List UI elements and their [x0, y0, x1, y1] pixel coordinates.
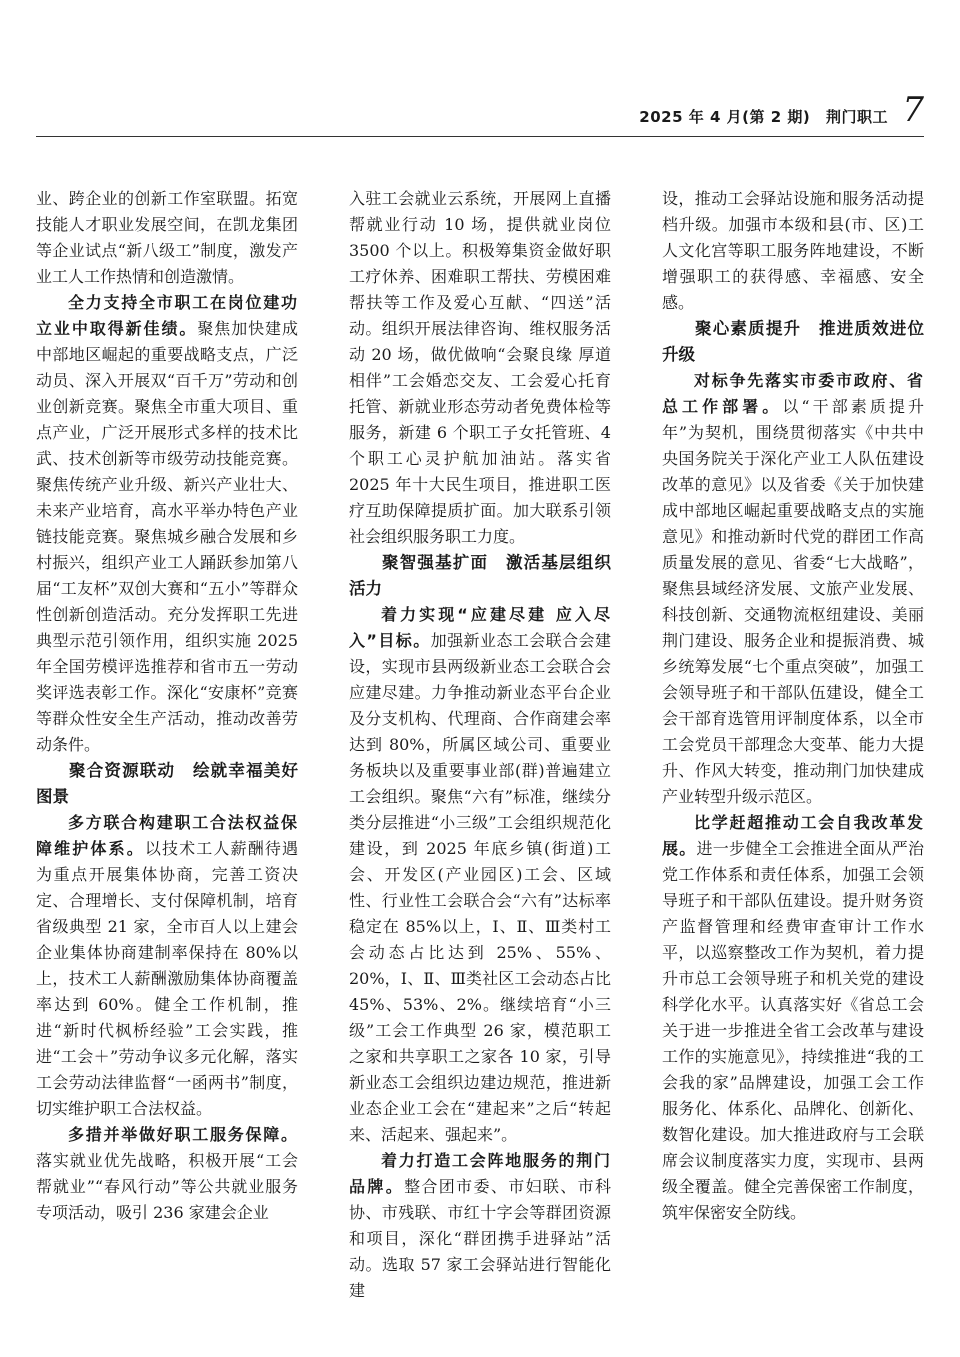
paragraph [36, 810, 298, 1122]
column-1 [36, 186, 298, 1304]
paragraph-body: 以“干部素质提升年”为契机，围绕贯彻落实《中共中央国务院关于深化产业工人队伍建设改革的意见》以及省委《关于加快建成中部地区崛起重要战略支点的实施意见》和推动新时代党的群团工作高质量发展的意见、省委“七大战略”，聚焦县域经济发展、文旅产业发展、科技创新、交通物流枢纽建设、美丽荆门建设、服务企业和提振消费、城乡统筹发展“七个重点突破”，加强工会领导班子和干部队伍建设，健全工会干部育选管用评制度体系，以全市工会党员干部理念大变革、能力大提升、作风大转变，推动荆门加快建成产业转型升级示范区。 [662, 397, 924, 806]
column-2 [349, 186, 611, 1304]
paragraph-lead: 多方联合构建职工合法权益保障维护体系。 [36, 813, 298, 858]
magazine-title: 荆门职工 [825, 108, 888, 126]
paragraph: 业、跨企业的创新工作室联盟。拓宽技能人才职业发展空间，在凯龙集团等企业试点“新八级工”制度，激发产业工人工作热情和创造激情。 [36, 189, 298, 286]
paragraph-body: 整合团市委、市妇联、市科协、市残联、市红十字会等群团资源和项目，深化“群团携手进驿站”活动。选取 57 家工会驿站进行智能化建 [349, 1177, 611, 1300]
paragraph-lead: 着力实现“应建尽建 应入尽入”目标。 [349, 605, 611, 650]
paragraph: 设，推动工会驿站设施和服务活动提档升级。加强市本级和县(市、区)工人文化宫等职工服务阵地建设，不断增强职工的获得感、幸福感、安全感。 [662, 189, 924, 312]
paragraph-lead: 多措并举做好职工服务保障。 [68, 1125, 298, 1144]
header-info [629, 106, 888, 127]
paragraph-body: 以技术工人薪酬待遇为重点开展集体协商，完善工资决定、合理增长、支付保障机制，培育省级典型 21 家，全市百人以上建会企业集体协商建制率保持在 80%以上，技术工人薪酬激励集体协商覆盖率达到 60%。健全工作机制，推进“新时代枫桥经验”工会实践，推进“工会＋”劳动争议多元化解，落实工会劳动法律监督“一函两书”制度，切实维护职工合法权益。 [36, 839, 298, 1118]
article-columns [36, 186, 924, 1304]
paragraph-body: 聚焦加快建成中部地区崛起的重要战略支点，广泛动员、深入开展双“百千万”劳动和创业创新竞赛。聚焦全市重大项目、重点产业，广泛开展形式多样的技术比武、技术创新等市级劳动技能竞赛。聚焦传统产业升级、新兴产业壮大、未来产业培育，高水平举办特色产业链技能竞赛。聚焦城乡融合发展和乡村振兴，组织产业工人踊跃参加第八届“工友杯”双创大赛和“五小”等群众性创新创造活动。充分发挥职工先进典型示范引领作用，组织实施 2025 年全国劳模评选推荐和省市五一劳动奖评选表彰工作。深化“安康杯”竞赛等群众性安全生产活动，推动改善劳动条件。 [36, 319, 298, 754]
paragraph-body: 加强新业态工会联合会建设，实现市县两级新业态工会联合会应建尽建。力争推动新业态平台企业及分支机构、代理商、合作商建会率达到 80%，所属区域公司、重要业务板块以及重要事业部(群)普遍建立工会组织。聚焦“六有”标准，继续分类分层推进“小三级”工会组织规范化建设，到 2025 年底乡镇(街道)工会、开发区(产业园区)工会、区域性、行业性工会联合会“六有”达标率稳定在 85%以上，Ⅰ、Ⅱ、Ⅲ类村工会动态占比达到 25%、55%、20%，Ⅰ、Ⅱ、Ⅲ类社区工会动态占比 45%、53%、2%。继续培育“小三级”工会工作典型 26 家，模范职工之家和共享职工之家各 10 家，引导新业态工会组织边建边规范，推进新业态企业工会在“建起来”之后“转起来、活起来、强起来”。 [349, 631, 611, 1144]
paragraph-lead: 比学赶超推动工会自我改革发展。 [662, 813, 924, 858]
issue-date: 2025 年 4 月(第 2 期) [639, 108, 811, 126]
paragraph [36, 290, 298, 758]
paragraph-body: 落实就业优先战略，积极开展“工会帮就业”“春风行动”等公共就业服务专项活动，吸引 236 家建会企业 [36, 1151, 298, 1222]
section-heading: 聚智强基扩面 激活基层组织活力 [349, 553, 611, 598]
section-heading: 聚心素质提升 推进质效进位升级 [662, 319, 924, 364]
paragraph [349, 1148, 611, 1304]
section-heading: 聚合资源联动 绘就幸福美好图景 [36, 761, 298, 806]
paragraph: 入驻工会就业云系统，开展网上直播帮就业行动 10 场，提供就业岗位 3500 个以上。积极筹集资金做好职工疗休养、困难职工帮扶、劳模困难帮扶等工作及爱心互献、“四送”活动。组织开展法律咨询、维权服务活动 20 场，做优做响“会聚良缘 厚道相伴”工会婚恋交友、工会爱心托育托管、新就业形态劳动者免费体检等服务，新建 6 个职工子女托管班、4 个职工心灵护航加油站。落实省 2025 年十大民生项目，推进职工医疗互助保障提质扩面。加大联系引领社会组织服务职工力度。 [349, 189, 611, 546]
paragraph-body: 进一步健全工会推进全面从严治党工作体系和责任体系，加强工会领导班子和干部队伍建设。提升财务资产监督管理和经费审查审计工作水平，以巡察整改工作为契机，着力提升市总工会领导班子和机关党的建设科学化水平。认真落实好《省总工会关于进一步推进全省工会改革与建设工作的实施意见》，持续推进“我的工会我的家”品牌建设，加强工会工作服务化、体系化、品牌化、创新化、数智化建设。加大推进政府与工会联席会议制度落实力度，实现市、县两级全覆盖。健全完善保密工作制度，筑牢保密安全防线。 [662, 839, 924, 1222]
paragraph-lead: 着力打造工会阵地服务的荆门品牌。 [349, 1151, 611, 1196]
paragraph-lead: 全力支持全市职工在岗位建功立业中取得新佳绩。 [36, 293, 298, 338]
paragraph [662, 810, 924, 1226]
paragraph-lead: 对标争先落实市委市政府、省总工作部署。 [662, 371, 924, 416]
paragraph [662, 368, 924, 810]
paragraph [349, 602, 611, 1148]
page-number: 7 [902, 90, 924, 130]
page-header [36, 92, 924, 137]
column-3 [662, 186, 924, 1304]
paragraph [36, 1122, 298, 1226]
